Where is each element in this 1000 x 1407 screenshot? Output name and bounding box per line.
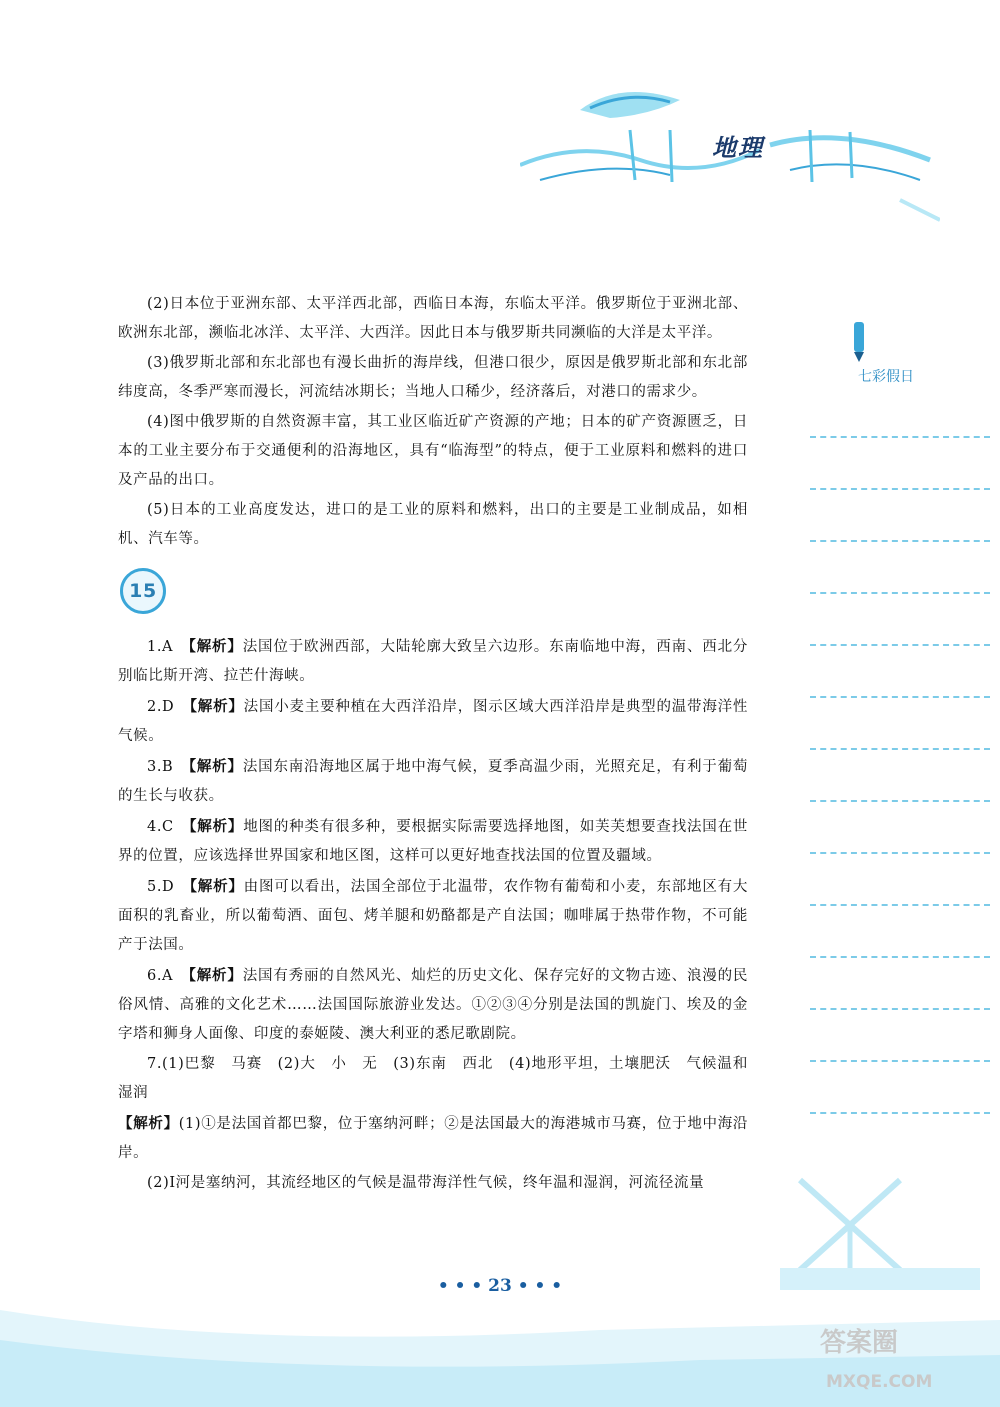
paragraph: (4)图中俄罗斯的自然资源丰富，其工业区临近矿产资源的产地；日本的矿产资源匮乏，日本的工业主要分布于交通便利的沿海地区，具有“临海型”的特点，便于工业原料和燃料的进口及产品的出口。 xyxy=(118,414,748,488)
answer-item xyxy=(118,632,748,691)
note-line xyxy=(810,696,990,698)
analysis-tag: 【解析】 xyxy=(188,758,243,775)
answer-item xyxy=(118,752,748,811)
answer-text: 法国小麦主要种植在大西洋沿岸，图示区域大西洋沿岸是典型的温带海洋性气候。 xyxy=(118,699,748,744)
answer-text: 法国有秀丽的自然风光、灿烂的历史文化、保存完好的文物古迹、浪漫的民俗风情、高雅的文化艺术……法国国际旅游业发达。①②③④分别是法国的凯旋门、埃及的金字塔和狮身人面像、印度的泰姬陵、澳大利亚的悉尼歌剧院。 xyxy=(118,968,748,1042)
page-number: • • • 23 • • • xyxy=(437,1276,563,1296)
note-line xyxy=(810,540,990,542)
analysis-tag: 【解析】 xyxy=(118,1115,179,1132)
answer-number: 2.D xyxy=(147,699,175,715)
analysis-tag: 【解析】 xyxy=(189,698,244,715)
answer-text: 法国位于欧洲西部，大陆轮廓大致呈六边形。东南临地中海，西南、西北分别临比斯开湾、拉芒什海峡。 xyxy=(118,639,748,684)
answer-number: 5.D xyxy=(147,879,175,895)
paragraph: (5)日本的工业高度发达，进口的是工业的原料和燃料，出口的主要是工业制成品，如相机、汽车等。 xyxy=(118,502,748,547)
note-line xyxy=(810,592,990,594)
main-content xyxy=(118,290,748,1199)
analysis-tag: 【解析】 xyxy=(188,967,243,984)
paragraph: (2)日本位于亚洲东部、太平洋西北部，西临日本海，东临太平洋。俄罗斯位于亚洲北部、欧洲东北部，濒临北冰洋、太平洋、大西洋。因此日本与俄罗斯共同濒临的大洋是太平洋。 xyxy=(118,296,748,341)
answer-text: 法国东南沿海地区属于地中海气候，夏季高温少雨，光照充足，有利于葡萄的生长与收获。 xyxy=(118,759,748,804)
watermark-url: MXQE.COM xyxy=(826,1372,933,1392)
answer-number: 6.A xyxy=(147,968,174,984)
answer-number: 4.C xyxy=(147,819,174,835)
note-line xyxy=(810,436,990,438)
note-line xyxy=(810,852,990,854)
note-line xyxy=(810,800,990,802)
answer-item-7: 7.(1)巴黎 马赛 (2)大 小 无 (3)东南 西北 (4)地形平坦，土壤肥沃 气候温和湿润 xyxy=(118,1056,748,1101)
answer-item xyxy=(118,812,748,871)
analysis-tag: 【解析】 xyxy=(189,878,244,895)
header-title: 地理 xyxy=(712,134,764,162)
sidebar-label: 七彩假日 xyxy=(858,369,914,385)
answer-item xyxy=(118,692,748,751)
note-line xyxy=(810,904,990,906)
answer-text: 由图可以看出，法国全部位于北温带，农作物有葡萄和小麦，东部地区有大面积的乳畜业，所以葡萄酒、面包、烤羊腿和奶酪都是产自法国；咖啡属于热带作物，不可能产于法国。 xyxy=(118,879,748,953)
pen-icon xyxy=(850,320,870,364)
paragraph: (3)俄罗斯北部和东北部也有漫长曲折的海岸线，但港口很少，原因是俄罗斯北部和东北部纬度高，冬季严寒而漫长，河流结冰期长；当地人口稀少，经济落后，对港口的需求少。 xyxy=(118,355,748,400)
note-line xyxy=(810,644,990,646)
note-line xyxy=(810,1112,990,1114)
answer-item xyxy=(118,961,748,1049)
note-line xyxy=(810,748,990,750)
answer-number: 3.B xyxy=(147,759,174,775)
analysis-tag: 【解析】 xyxy=(189,818,244,835)
analysis-tag: 【解析】 xyxy=(188,638,243,655)
watermark-logo: 答案圈 xyxy=(820,1328,899,1358)
section-number-badge: 15 xyxy=(120,568,166,614)
answer-item xyxy=(118,872,748,960)
analysis-item xyxy=(118,1109,748,1168)
analysis-text: (1)①是法国首都巴黎，位于塞纳河畔；②是法国最大的海港城市马赛，位于地中海沿岸。 xyxy=(118,1116,748,1161)
note-line xyxy=(810,1008,990,1010)
note-line xyxy=(810,1060,990,1062)
answer-text: 地图的种类有很多种，要根据实际需要选择地图，如芙芙想要查找法国在世界的位置，应该选择世界国家和地区图，这样可以更好地查找法国的位置及疆域。 xyxy=(118,819,749,864)
answer-number: 1.A xyxy=(147,639,174,655)
analysis-item: (2)Ⅰ河是塞纳河，其流经地区的气候是温带海洋性气候，终年温和湿润，河流径流量 xyxy=(147,1175,705,1191)
windmill-decoration xyxy=(780,1160,980,1290)
note-line xyxy=(810,956,990,958)
note-line xyxy=(810,488,990,490)
